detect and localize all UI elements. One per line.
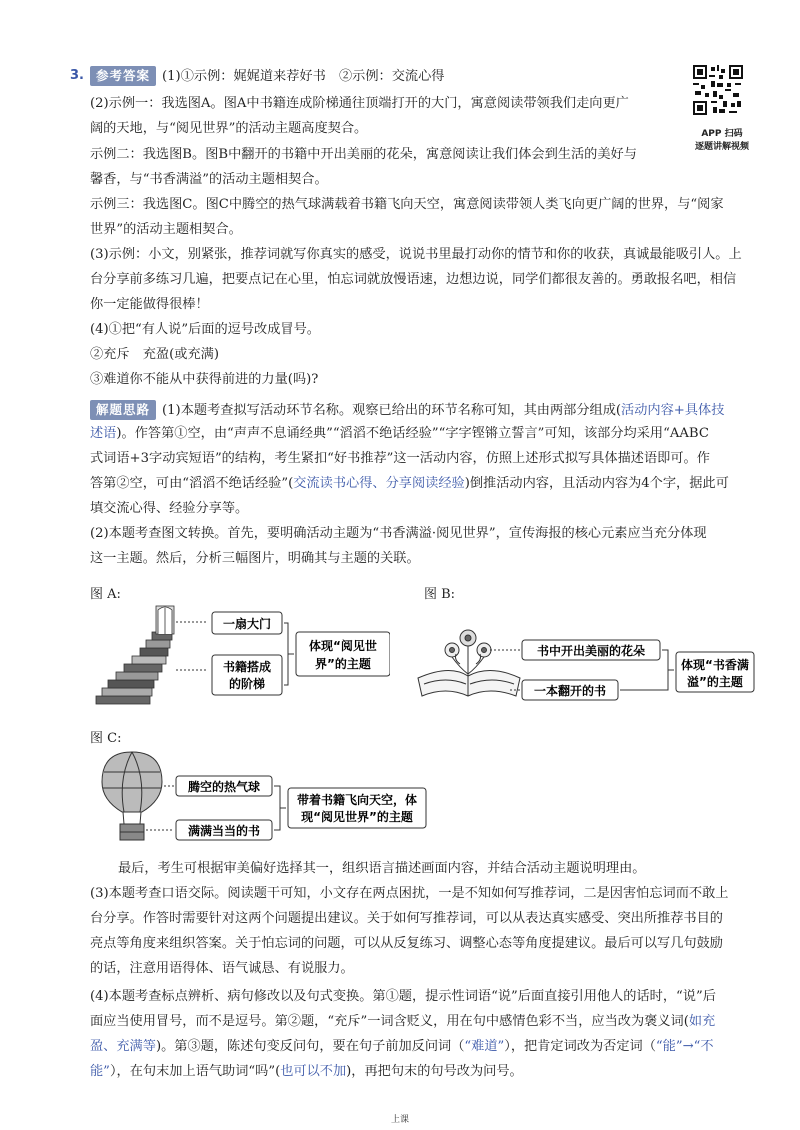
analysis-line-5: 填交流心得、经验分享等。: [90, 501, 249, 516]
figure-b: [410, 620, 760, 710]
answer-line-3: 阔的天地，与“阅见世界”的活动主题高度契合。: [90, 121, 368, 136]
figure-a-box-3-line-2: 界”的主题: [315, 657, 371, 671]
qr-caption-2: 逐题讲解视频: [694, 142, 749, 152]
figure-a: [88, 600, 390, 710]
answer-line-4: 示例二：我选图B。图B中翻开的书籍中开出美丽的花朵，寓意阅读让我们体会到生活的美好与: [90, 147, 637, 162]
answer-line-7: 世界”的活动主题相契合。: [90, 222, 242, 237]
book-staircase-illustration: [96, 606, 174, 704]
figure-a-box-3-line-1: 体现“阅见世: [309, 639, 377, 653]
answer-line-5: 馨香，与“书香满溢”的活动主题相契合。: [90, 172, 328, 187]
answer-line-1: 参考答案 (1)①示例：娓娓道来荐好书 ②示例：交流心得: [90, 66, 444, 86]
analysis-line-2: 述语)。作答第①空，由“声声不息诵经典”“滔滔不绝话经验”“字字铿锵立誓言”可知，该部分均采用“AABC: [90, 426, 709, 441]
analysis-line-6: (2)本题考查图文转换。首先，要明确活动主题为“书香满溢·阅见世界”，宣传海报的核心元素应当充分体现: [90, 526, 707, 541]
answer-tag: 参考答案: [90, 66, 156, 86]
figure-b-box-2: 一本翻开的书: [533, 684, 607, 698]
figure-c: [90, 748, 430, 848]
answer-line-11: (4)①把“有人说”后面的逗号改成冒号。: [90, 322, 320, 337]
answer-line-6: 示例三：我选图C。图C中腾空的热气球满载着书籍飞向天空，寓意阅读带领人类飞向更广阔的世界，与“阅家: [90, 197, 724, 212]
figure-c-box-3-line-2: 现“阅见世界”的主题: [301, 810, 413, 824]
answer-line-2: (2)示例一：我选图A。图A中书籍连成阶梯通往顶端打开的大门，寓意阅读带领我们走向更广: [90, 96, 629, 111]
figure-b-box-3-line-1: 体现“书香满: [681, 658, 749, 672]
figure-a-box-2-line-1: 书籍搭成: [222, 660, 272, 674]
analysis-line-1: 解题思路 (1)本题考查拟写活动环节名称。观察已给出的环节名称可知，其由两部分组成(活动内容+具体技: [90, 400, 724, 420]
answer-line-13: ③难道你不能从中获得前进的力量(吗)?: [90, 372, 319, 387]
after-line-7: 面应当使用冒号，而不是逗号。第②题，“充斥”一词含贬义，用在句中感情色彩不当，应当改为褒义词(如充: [90, 1014, 716, 1029]
figure-a-box-1: 一扇大门: [222, 617, 272, 631]
figure-b-box-1: 书中开出美丽的花朵: [536, 644, 646, 658]
qr-code-icon[interactable]: [693, 65, 743, 115]
figure-c-box-2: 满满当当的书: [187, 824, 261, 838]
after-line-6: (4)本题考查标点辨析、病句修改以及句式变换。第①题，提示性词语“说”后面直接引用他人的话时，“说”后: [90, 989, 716, 1004]
figure-a-label: 图 A:: [90, 587, 121, 602]
after-line-1: 最后，考生可根据审美偏好选择其一，组织语言描述画面内容，并结合活动主题说明理由。: [118, 861, 646, 876]
book-with-flowers-illustration: [418, 630, 520, 696]
after-line-8: 盈、充满等)。第③题，陈述句变反问句，要在句子前加反问词（“难道”），把肯定词改为否定词（“能”→“不: [90, 1039, 714, 1054]
hot-air-balloon-illustration: [102, 752, 162, 840]
answer-line-12: ②充斥 充盈(或充满): [90, 347, 219, 362]
analysis-tag: 解题思路: [90, 400, 156, 420]
after-line-2: (3)本题考查口语交际。阅读题干可知，小文存在两点困扰，一是不知如何写推荐词，二是因害怕忘词而不敢上: [90, 886, 729, 901]
qr-caption-1: APP 扫码: [701, 129, 743, 139]
figure-a-box-2-line-2: 的阶梯: [228, 677, 266, 691]
figure-b-box-3-line-2: 溢”的主题: [687, 675, 743, 689]
answer-line-9: 台分享前多练习几遍，把要点记在心里，怕忘词就放慢语速，边想边说，同学们都很友善的。勇敢报名吧，相信: [90, 272, 737, 287]
figure-c-box-3-line-1: 带着书籍飞向天空，体: [296, 793, 418, 807]
after-line-3: 台分享。作答时需要针对这两个问题提出建议。关于如何写推荐词，可以从表达真实感受、突出所推荐书目的: [90, 911, 723, 926]
figure-b-label: 图 B:: [424, 587, 456, 602]
page-footer: 上课: [390, 1115, 409, 1125]
after-line-9: 能”），在句末加上语气助词“吗”(也可以不加)，再把句末的句号改为问号。: [90, 1064, 523, 1079]
after-line-4: 亮点等角度来组织答案。关于怕忘词的问题，可以从反复练习、调整心态等角度提建议。最后可以写几句鼓励: [90, 936, 723, 951]
analysis-line-3: 式词语+3字动宾短语”的结构，考生紧扣“好书推荐”这一活动内容，仿照上述形式拟写具体描述语即可。作: [90, 451, 710, 466]
question-number: 3.: [70, 68, 84, 83]
figure-c-box-1: 腾空的热气球: [187, 780, 261, 794]
answer-line-10: 你一定能做得很棒！: [90, 297, 209, 312]
analysis-line-4: 答第②空，可由“滔滔不绝话经验”(交流读书心得、分享阅读经验)倒推活动内容，且活动内容为4个字，据此可: [90, 476, 729, 491]
answer-line-8: (3)示例：小文，别紧张，推荐词就写你真实的感受，说说书里最打动你的情节和你的收获，真诚最能吸引人。上: [90, 247, 742, 262]
after-line-5: 的话，注意用语得体、语气诚恳、有说服力。: [90, 961, 354, 976]
figure-c-label: 图 C:: [90, 731, 122, 746]
analysis-line-7: 这一主题。然后，分析三幅图片，明确其与主题的关联。: [90, 551, 420, 566]
